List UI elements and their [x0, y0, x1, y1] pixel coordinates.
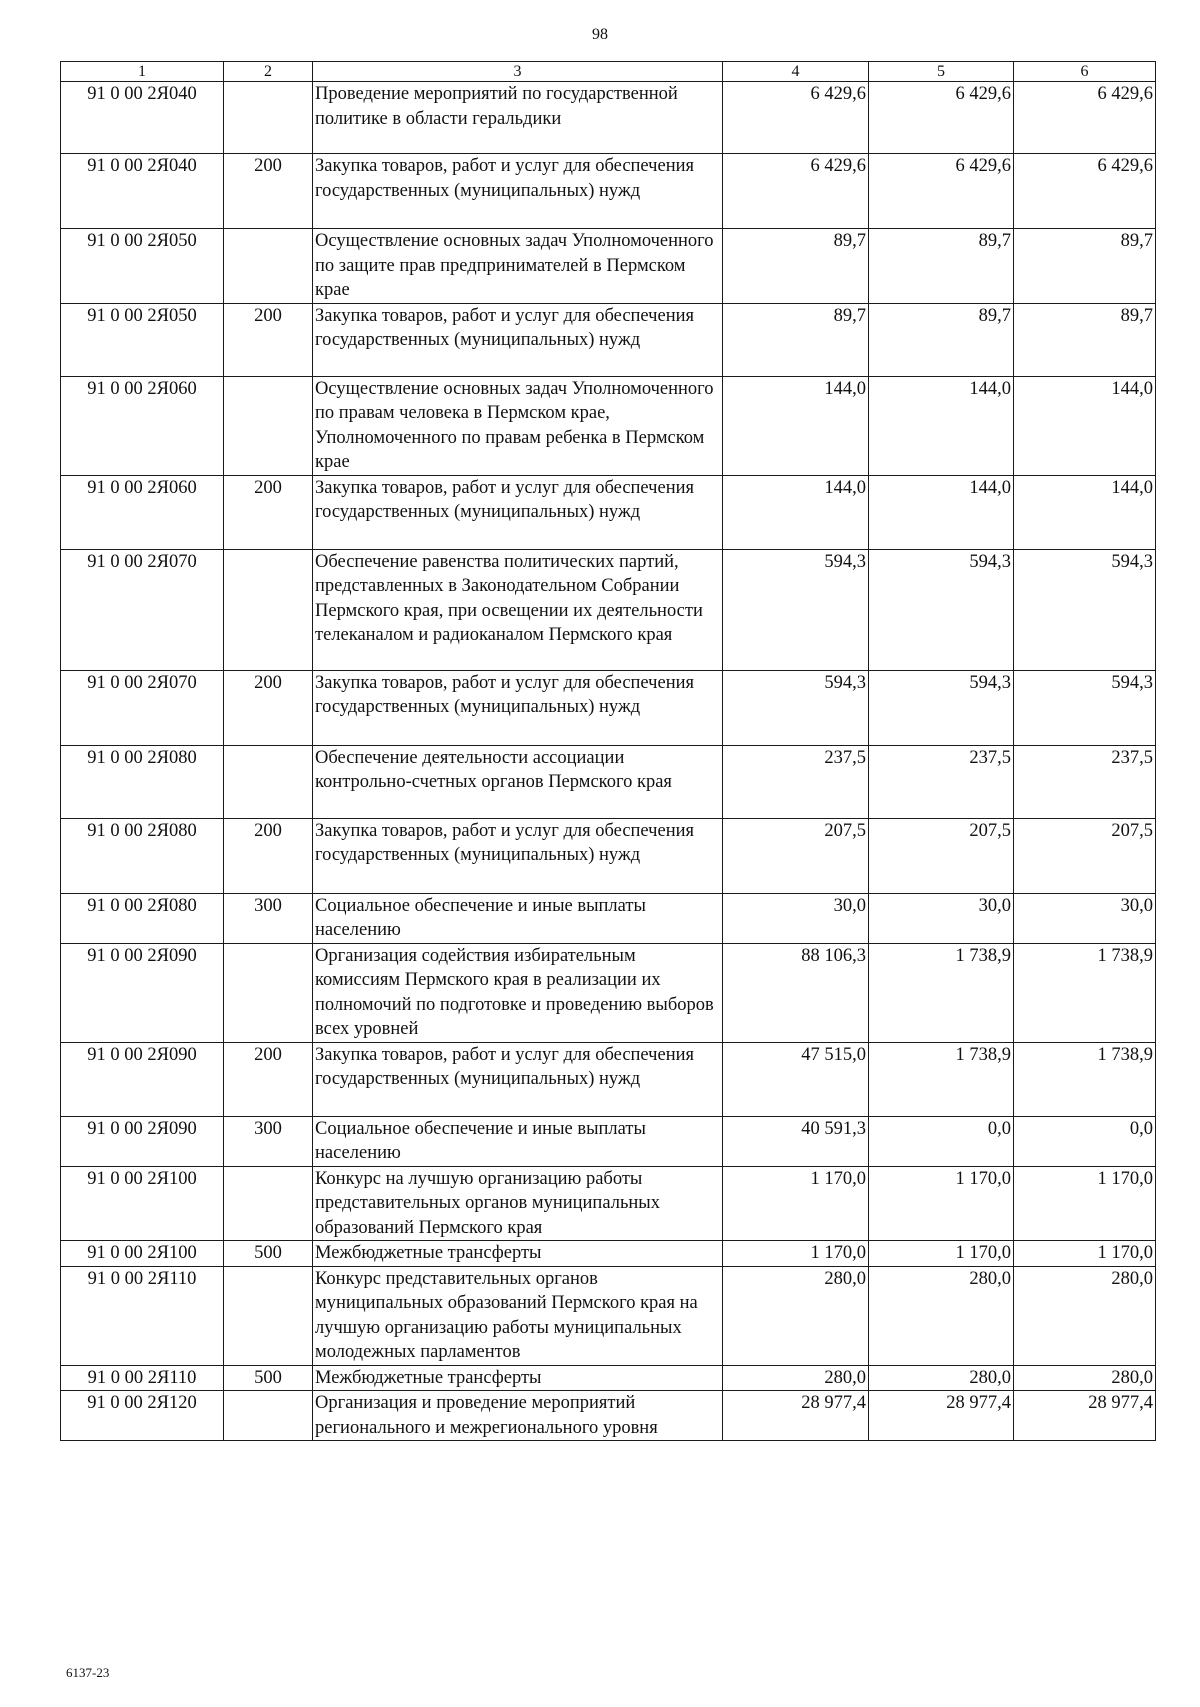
row-amount-col4: 6 429,6 — [723, 82, 869, 154]
table-body — [61, 82, 1156, 1441]
row-expense-type-cell: 500 — [224, 1365, 313, 1391]
row-amount-col6: 594,3 — [1014, 549, 1156, 670]
row-description-cell: Закупка товаров, работ и услуг для обеспечения государственных (муниципальных) нужд — [313, 475, 723, 549]
column-header-2: 2 — [224, 62, 313, 82]
row-description-cell: Осуществление основных задач Уполномоченного по защите прав предпринимателей в Пермском крае — [313, 229, 723, 304]
column-header-3: 3 — [313, 62, 723, 82]
row-amount-col5: 6 429,6 — [869, 82, 1014, 154]
row-description-cell: Закупка товаров, работ и услуг для обеспечения государственных (муниципальных) нужд — [313, 670, 723, 745]
row-description-cell: Закупка товаров, работ и услуг для обеспечения государственных (муниципальных) нужд — [313, 818, 723, 893]
row-amount-col5: 594,3 — [869, 670, 1014, 745]
row-description-cell: Организация содействия избирательным комиссиям Пермского края в реализации их полномочий по подготовке и проведению выборов всех уровней — [313, 943, 723, 1042]
row-expense-type-cell — [224, 745, 313, 818]
table-row — [61, 549, 1156, 670]
row-amount-col6: 1 170,0 — [1014, 1241, 1156, 1267]
row-amount-col6: 280,0 — [1014, 1365, 1156, 1391]
row-code-cell: 91 0 00 2Я100 — [61, 1241, 224, 1267]
row-code-cell: 91 0 00 2Я090 — [61, 1116, 224, 1166]
row-amount-col4: 207,5 — [723, 818, 869, 893]
column-header-5: 5 — [869, 62, 1014, 82]
row-description-cell: Конкурс на лучшую организацию работы представительных органов муниципальных образований Пермского края — [313, 1166, 723, 1241]
row-expense-type-cell — [224, 1166, 313, 1241]
table-row — [61, 1391, 1156, 1441]
table-row — [61, 475, 1156, 549]
row-amount-col5: 30,0 — [869, 893, 1014, 943]
row-amount-col4: 144,0 — [723, 475, 869, 549]
row-amount-col5: 1 170,0 — [869, 1166, 1014, 1241]
row-amount-col4: 88 106,3 — [723, 943, 869, 1042]
row-amount-col4: 89,7 — [723, 229, 869, 304]
column-header-6: 6 — [1014, 62, 1156, 82]
row-amount-col5: 1 738,9 — [869, 943, 1014, 1042]
row-amount-col6: 6 429,6 — [1014, 154, 1156, 229]
row-amount-col4: 280,0 — [723, 1266, 869, 1365]
row-description-cell: Закупка товаров, работ и услуг для обеспечения государственных (муниципальных) нужд — [313, 154, 723, 229]
table-row — [61, 229, 1156, 304]
row-amount-col5: 207,5 — [869, 818, 1014, 893]
row-amount-col6: 89,7 — [1014, 303, 1156, 376]
row-expense-type-cell — [224, 1391, 313, 1441]
row-description-cell: Социальное обеспечение и иные выплаты населению — [313, 1116, 723, 1166]
row-amount-col5: 28 977,4 — [869, 1391, 1014, 1441]
page-number: 98 — [592, 26, 608, 43]
table-row — [61, 1241, 1156, 1267]
row-expense-type-cell: 200 — [224, 818, 313, 893]
row-amount-col4: 144,0 — [723, 376, 869, 475]
row-code-cell: 91 0 00 2Я050 — [61, 303, 224, 376]
table-row — [61, 1042, 1156, 1116]
row-amount-col5: 89,7 — [869, 303, 1014, 376]
row-code-cell: 91 0 00 2Я070 — [61, 670, 224, 745]
row-description-cell: Межбюджетные трансферты — [313, 1365, 723, 1391]
row-amount-col6: 237,5 — [1014, 745, 1156, 818]
table-row — [61, 1266, 1156, 1365]
row-amount-col4: 1 170,0 — [723, 1241, 869, 1267]
table-row — [61, 82, 1156, 154]
table-row — [61, 818, 1156, 893]
row-amount-col5: 144,0 — [869, 376, 1014, 475]
row-expense-type-cell: 300 — [224, 1116, 313, 1166]
row-description-cell: Межбюджетные трансферты — [313, 1241, 723, 1267]
table-row — [61, 1365, 1156, 1391]
row-code-cell: 91 0 00 2Я040 — [61, 82, 224, 154]
row-code-cell: 91 0 00 2Я110 — [61, 1365, 224, 1391]
row-amount-col5: 280,0 — [869, 1266, 1014, 1365]
row-expense-type-cell — [224, 229, 313, 304]
row-code-cell: 91 0 00 2Я080 — [61, 745, 224, 818]
row-code-cell: 91 0 00 2Я060 — [61, 376, 224, 475]
row-amount-col4: 6 429,6 — [723, 154, 869, 229]
row-expense-type-cell: 500 — [224, 1241, 313, 1267]
row-code-cell: 91 0 00 2Я090 — [61, 1042, 224, 1116]
row-expense-type-cell — [224, 376, 313, 475]
row-expense-type-cell: 200 — [224, 475, 313, 549]
row-amount-col4: 30,0 — [723, 893, 869, 943]
row-description-cell: Социальное обеспечение и иные выплаты населению — [313, 893, 723, 943]
row-amount-col4: 280,0 — [723, 1365, 869, 1391]
row-amount-col5: 6 429,6 — [869, 154, 1014, 229]
row-amount-col5: 1 170,0 — [869, 1241, 1014, 1267]
row-expense-type-cell: 200 — [224, 670, 313, 745]
row-code-cell: 91 0 00 2Я090 — [61, 943, 224, 1042]
row-expense-type-cell — [224, 549, 313, 670]
row-description-cell: Проведение мероприятий по государственной политике в области геральдики — [313, 82, 723, 154]
row-code-cell: 91 0 00 2Я110 — [61, 1266, 224, 1365]
column-header-4: 4 — [723, 62, 869, 82]
table-row — [61, 376, 1156, 475]
row-expense-type-cell: 200 — [224, 1042, 313, 1116]
row-amount-col5: 0,0 — [869, 1116, 1014, 1166]
row-amount-col5: 280,0 — [869, 1365, 1014, 1391]
row-amount-col6: 144,0 — [1014, 475, 1156, 549]
row-amount-col4: 594,3 — [723, 670, 869, 745]
row-code-cell: 91 0 00 2Я040 — [61, 154, 224, 229]
row-description-cell: Закупка товаров, работ и услуг для обеспечения государственных (муниципальных) нужд — [313, 1042, 723, 1116]
row-description-cell: Осуществление основных задач Уполномоченного по правам человека в Пермском крае, Уполномоченного по правам ребенка в Пермском крае — [313, 376, 723, 475]
row-expense-type-cell: 200 — [224, 154, 313, 229]
table-row — [61, 745, 1156, 818]
table-row — [61, 1166, 1156, 1241]
row-amount-col4: 28 977,4 — [723, 1391, 869, 1441]
row-description-cell: Обеспечение равенства политических партий, представленных в Законодательном Собрании Пермского края, при освещении их деятельности телеканалом и радиоканалом Пермского края — [313, 549, 723, 670]
row-code-cell: 91 0 00 2Я100 — [61, 1166, 224, 1241]
row-code-cell: 91 0 00 2Я080 — [61, 818, 224, 893]
table-row — [61, 303, 1156, 376]
row-expense-type-cell — [224, 1266, 313, 1365]
row-description-cell: Обеспечение деятельности ассоциации контрольно-счетных органов Пермского края — [313, 745, 723, 818]
row-amount-col5: 89,7 — [869, 229, 1014, 304]
table-row — [61, 943, 1156, 1042]
row-amount-col5: 594,3 — [869, 549, 1014, 670]
row-amount-col6: 28 977,4 — [1014, 1391, 1156, 1441]
row-amount-col6: 30,0 — [1014, 893, 1156, 943]
budget-table — [60, 61, 1156, 1441]
row-amount-col4: 1 170,0 — [723, 1166, 869, 1241]
row-expense-type-cell — [224, 82, 313, 154]
row-expense-type-cell — [224, 943, 313, 1042]
row-amount-col6: 144,0 — [1014, 376, 1156, 475]
row-amount-col6: 207,5 — [1014, 818, 1156, 893]
row-amount-col4: 89,7 — [723, 303, 869, 376]
row-code-cell: 91 0 00 2Я080 — [61, 893, 224, 943]
row-expense-type-cell: 300 — [224, 893, 313, 943]
row-amount-col4: 40 591,3 — [723, 1116, 869, 1166]
row-code-cell: 91 0 00 2Я070 — [61, 549, 224, 670]
column-header-1: 1 — [61, 62, 224, 82]
row-amount-col5: 1 738,9 — [869, 1042, 1014, 1116]
row-description-cell: Конкурс представительных органов муниципальных образований Пермского края на лучшую организацию работы муниципальных молодежных парламентов — [313, 1266, 723, 1365]
row-amount-col4: 594,3 — [723, 549, 869, 670]
row-code-cell: 91 0 00 2Я060 — [61, 475, 224, 549]
row-code-cell: 91 0 00 2Я120 — [61, 1391, 224, 1441]
table-row — [61, 670, 1156, 745]
row-code-cell: 91 0 00 2Я050 — [61, 229, 224, 304]
row-amount-col6: 89,7 — [1014, 229, 1156, 304]
document-code: 6137-23 — [66, 1665, 110, 1680]
row-amount-col4: 47 515,0 — [723, 1042, 869, 1116]
row-expense-type-cell: 200 — [224, 303, 313, 376]
table-row — [61, 154, 1156, 229]
table-row — [61, 893, 1156, 943]
row-amount-col6: 594,3 — [1014, 670, 1156, 745]
row-amount-col6: 1 738,9 — [1014, 1042, 1156, 1116]
row-amount-col5: 237,5 — [869, 745, 1014, 818]
row-amount-col6: 6 429,6 — [1014, 82, 1156, 154]
row-description-cell: Закупка товаров, работ и услуг для обеспечения государственных (муниципальных) нужд — [313, 303, 723, 376]
row-amount-col6: 1 738,9 — [1014, 943, 1156, 1042]
row-amount-col6: 0,0 — [1014, 1116, 1156, 1166]
row-amount-col6: 280,0 — [1014, 1266, 1156, 1365]
row-amount-col6: 1 170,0 — [1014, 1166, 1156, 1241]
row-amount-col5: 144,0 — [869, 475, 1014, 549]
row-description-cell: Организация и проведение мероприятий регионального и межрегионального уровня — [313, 1391, 723, 1441]
row-amount-col4: 237,5 — [723, 745, 869, 818]
table-row — [61, 1116, 1156, 1166]
table-header-row — [61, 62, 1156, 82]
